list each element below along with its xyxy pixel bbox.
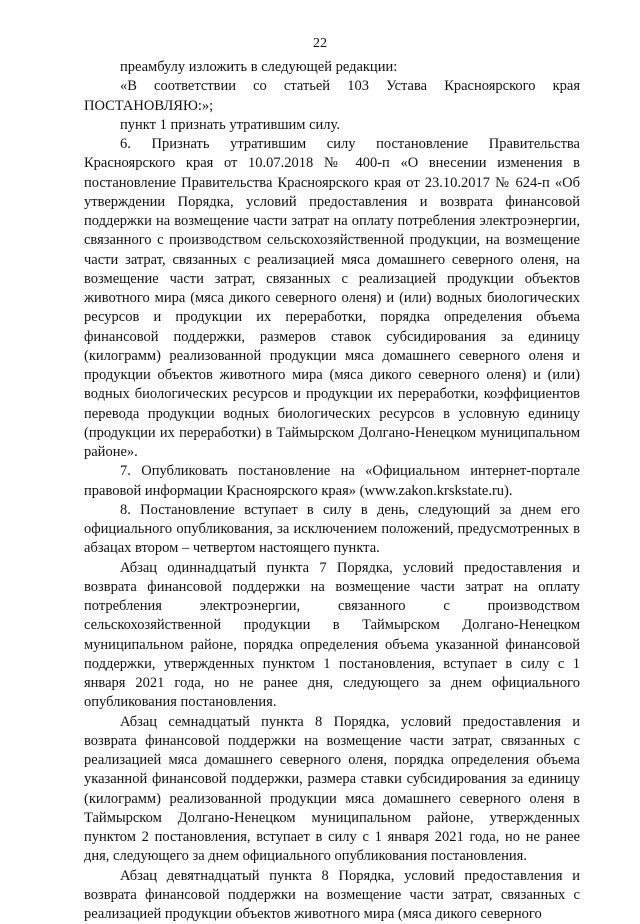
paragraph-item-8: 8. Постановление вступает в силу в день, следующий за днем его официального опубликования, за исключением положений, предусмотренных в абзацах втором – четвертом настоящего пункта. bbox=[84, 501, 580, 559]
paragraph-preamble-instruction: преамбулу изложить в следующей редакции: bbox=[84, 58, 580, 77]
paragraph-item-8-abzac-3: Абзац семнадцатый пункта 8 Порядка, условий предоставления и возврата финансовой поддержки на возмещение части затрат, связанных с реализацией мяса домашнего северного оленя, порядка определения объема указанной финансовой поддержки, размера ставки субсидирования за единицу (килограмм) реализованной продукции мяса домашнего северного оленя в Таймырском Долгано-Ненецком муниципальном районе, утвержденных пунктом 2 постановления, вступает в силу с 1 января 2021 года, но не ранее дня, следующего за днем официального опубликования постановления. bbox=[84, 713, 580, 867]
paragraph-item-6: 6. Признать утратившим силу постановление Правительства Красноярского края от 10.07.2018 № 400-п «О внесении изменения в постановление Правительства Красноярского края от 23.10.2017 № 624-п «Об утверждении Порядка, условий предоставления и возврата финансовой поддержки на возмещение части затрат на оплату потребления электроэнергии, связанного с производством сельскохозяйственной продукции, на возмещение части затрат, связанных с реализацией мяса домашнего северного оленя, на возмещение части затрат, связанных с реализацией продукции объектов животного мира (мяса дикого северного оленя) и (или) водных биологических ресурсов и продукции их переработки, порядка определения объема финансовой поддержки, размеров ставок субсидирования за единицу (килограмм) реализованной продукции мяса домашнего северного оленя и продукции объектов животного мира (мяса дикого северного оленя) и (или) водных биологических ресурсов и продукции их переработки, коэффициентов перевода продукции водных биологических ресурсов в условную единицу (продукции их переработки) в Таймырском Долгано-Ненецком муниципальном районе». bbox=[84, 135, 580, 462]
paragraph-item-8-abzac-4: Абзац девятнадцатый пункта 8 Порядка, условий предоставления и возврата финансовой поддержки на возмещение части затрат, связанных с реализацией продукции объектов животного мира (мяса дикого северного bbox=[84, 867, 580, 924]
document-body bbox=[84, 58, 580, 924]
paragraph-item-8-abzac-2: Абзац одиннадцатый пункта 7 Порядка, условий предоставления и возврата финансовой поддержки на возмещение части затрат на оплату потребления электроэнергии, связанного с производством сельскохозяйственной продукции в Таймырском Долгано-Ненецком муниципальном районе, порядка определения объема указанной финансовой поддержки, утвержденных пунктом 1 постановления, вступает в силу с 1 января 2021 года, но не ранее дня, следующего за днем официального опубликования постановления. bbox=[84, 559, 580, 713]
paragraph-item-7: 7. Опубликовать постановление на «Официальном интернет-портале правовой информации Красноярского края» (www.zakon.krskstate.ru). bbox=[84, 462, 580, 501]
paragraph-point-1-repeal: пункт 1 признать утратившим силу. bbox=[84, 116, 580, 135]
paragraph-preamble-text: «В соответствии со статьей 103 Устава Красноярского края ПОСТАНОВЛЯЮ:»; bbox=[84, 77, 580, 116]
page-number: 22 bbox=[0, 36, 640, 52]
